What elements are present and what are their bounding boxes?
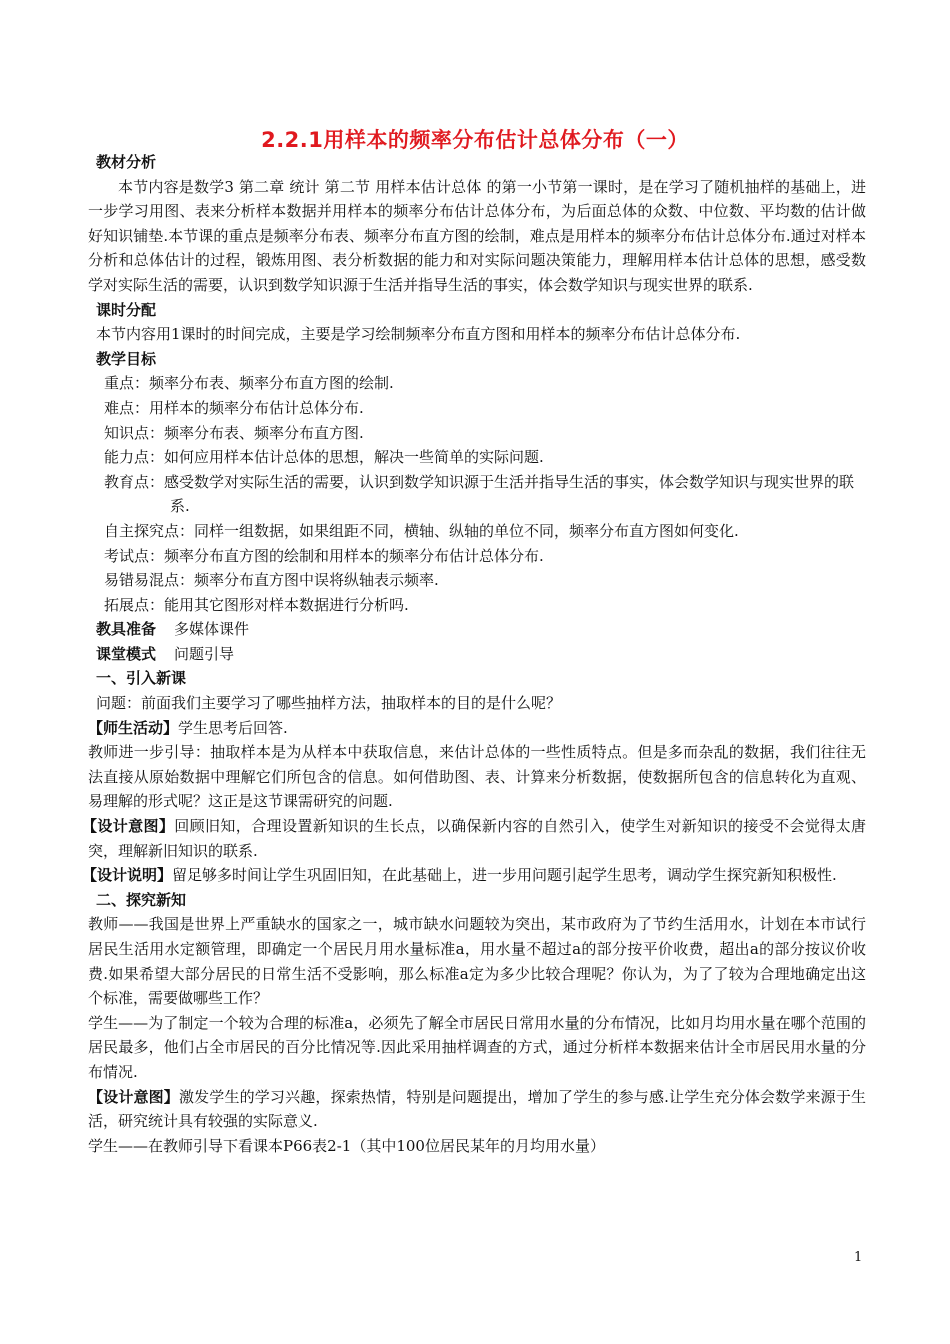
goal-item: 考试点：频率分布直方图的绘制和用样本的频率分布估计总体分布. — [104, 546, 544, 565]
section-heading-period: 课时分配 — [96, 300, 157, 319]
goal-item: 难点：用样本的频率分布估计总体分布. — [104, 398, 364, 417]
section-heading-part2: 二、探究新知 — [96, 890, 187, 909]
goal-item: 知识点：频率分布表、频率分布直方图. — [104, 423, 364, 442]
goal-item: 自主探究点：同样一组数据，如果组距不同，横轴、纵轴的单位不同，频率分布直方图如何变化. — [104, 521, 739, 540]
paragraph-material: 本节内容是数学3 第二章 统计 第二节 用样本估计总体 的第一小节第一课时，是在学习了随机抽样的基础上，进一步学习用图、表来分析样本数据并用样本的频率分布估计总体分布，为后面总体的众数、中位数、平均数的估计做好知识铺垫.本节课的重点是频率分布表、频率分布直方图的绘制，难点是用样本的频率分布估计总体分布.通过对样本分析和总体估计的过程，锻炼用图、表分析数据的能力和对实际问题决策能力，理解用样本估计总体的思想，感受数学对实际生活的需要，认识到数学知识源于生活并指导生活的事实，体会数学知识与现实世界的联系. — [88, 177, 866, 294]
paragraph-guide: 教师进一步引导：抽取样本是为从样本中获取信息，来估计总体的一些性质特点。但是多而杂乱的数据，我们往往无法直接从原始数据中理解它们所包含的信息。如何借助图、表、计算来分析数据，使数据所包含的信息转化为直观、易理解的形式呢？这正是这节课需研究的问题. — [88, 743, 866, 811]
activity-line — [88, 716, 866, 741]
intent-line — [88, 1085, 866, 1134]
mode-label: 课堂模式 — [96, 644, 157, 663]
section-heading-material: 教材分析 — [96, 153, 157, 171]
section-heading-goals: 教学目标 — [96, 349, 157, 368]
note-tag: 【设计说明】 — [82, 866, 173, 885]
note-text: 留足够多时间让学生巩固旧知，在此基础上，进一步用问题引起学生思考，调动学生探究新知积极性. — [172, 866, 837, 885]
paragraph-student-2: 学生——在教师引导下看课本P66表2-1（其中100位居民某年的月均用水量） — [88, 1136, 605, 1155]
activity-text: 学生思考后回答. — [178, 718, 288, 737]
document-body — [82, 150, 866, 1158]
intent-text: 回顾旧知，合理设置新知识的生长点，以确保新内容的自然引入，使学生对新知识的接受不会觉得太唐突，理解新旧知识的联系. — [88, 817, 866, 860]
tools-line — [88, 617, 866, 642]
mode-line — [88, 642, 866, 667]
section-heading-part1: 一、引入新课 — [96, 669, 187, 688]
activity-tag: 【师生活动】 — [88, 718, 179, 737]
note-line — [82, 863, 866, 888]
goal-item: 能力点：如何应用样本估计总体的思想，解决一些简单的实际问题. — [104, 448, 544, 467]
mode-value: 问题引导 — [174, 644, 235, 663]
goal-item: 易错易混点：频率分布直方图中误将纵轴表示频率. — [104, 571, 439, 590]
goal-item: 拓展点：能用其它图形对样本数据进行分析吗. — [104, 595, 409, 614]
page-number: 1 — [854, 1250, 863, 1265]
paragraph-teacher: 教师——我国是世界上严重缺水的国家之一，城市缺水问题较为突出，某市政府为了节约生活用水，计划在本市试行居民生活用水定额管理，即确定一个居民月用水量标准a，用水量不超过a的部分按平价收费，超出a的部分按议价收费.如果希望大部分居民的日常生活不受影响，那么标准a定为多少比较合理呢？你认为，为了了较为合理地确定出这个标准，需要做哪些工作？ — [88, 915, 866, 1008]
paragraph-question: 问题：前面我们主要学习了哪些抽样方法，抽取样本的目的是什么呢？ — [96, 694, 562, 713]
paragraph-student: 学生——为了制定一个较为合理的标准a，必须先了解全市居民日常用水量的分布情况，比如月均用水量在哪个范围的居民最多，他们占全市居民的百分比情况等.因此采用抽样调查的方式，通过分析样本数据来估计全市居民用水量的分布情况. — [88, 1013, 866, 1081]
page-title: 2.2.1用样本的频率分布估计总体分布（一） — [261, 128, 689, 152]
intent-tag: 【设计意图】 — [82, 817, 175, 836]
goal-item: 重点：频率分布表、频率分布直方图的绘制. — [104, 374, 394, 393]
intent-line — [82, 814, 866, 863]
intent-tag: 【设计意图】 — [88, 1087, 179, 1106]
intent-text: 激发学生的学习兴趣，探索热情，特别是问题提出，增加了学生的参与感.让学生充分体会数学来源于生活，研究统计具有较强的实际意义. — [88, 1087, 866, 1131]
tools-label: 教具准备 — [96, 620, 157, 639]
goal-item: 教育点：感受数学对实际生活的需要，认识到数学知识源于生活并指导生活的事实，体会数学知识与现实世界的联系. — [104, 472, 855, 516]
paragraph-period: 本节内容用1课时的时间完成，主要是学习绘制频率分布直方图和用样本的频率分布估计总体分布. — [96, 325, 741, 344]
tools-value: 多媒体课件 — [174, 620, 250, 639]
